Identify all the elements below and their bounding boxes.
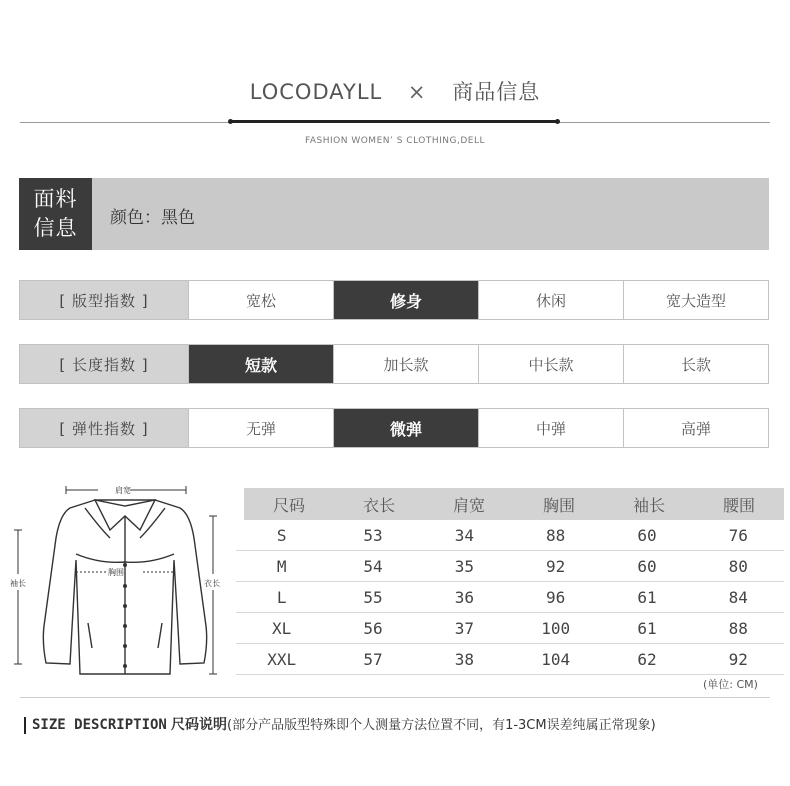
button-1 <box>123 563 127 567</box>
button-5 <box>123 644 127 648</box>
table-cell: 61 <box>637 618 657 638</box>
length-option-mid: 中长款 <box>478 345 623 383</box>
header-size: 尺码 <box>272 495 305 515</box>
table-cell: 37 <box>454 618 474 638</box>
table-cell: 54 <box>363 556 383 576</box>
table-row <box>236 613 784 644</box>
header-sleeve: 袖长 <box>632 495 665 515</box>
table-row <box>236 582 784 613</box>
table-cell: 62 <box>637 649 657 669</box>
page-title <box>0 76 790 106</box>
fit-option-slim: 修身 <box>333 281 478 319</box>
pocket-right <box>158 623 162 648</box>
size-description-subtitle: 尺码说明 <box>171 717 227 733</box>
header-length: 衣长 <box>362 495 395 515</box>
fabric-label-line1: 面料 <box>33 187 78 211</box>
size-description-title: SIZE DESCRIPTION <box>32 717 167 733</box>
stretch-option-slight: 微弹 <box>333 409 478 447</box>
length-option-short: 短款 <box>188 345 333 383</box>
footer-divider <box>20 697 770 698</box>
stretch-option-none: 无弹 <box>188 409 333 447</box>
table-cell: 88 <box>546 525 566 545</box>
table-cell: 61 <box>637 587 657 607</box>
table-cell: XL <box>272 618 292 638</box>
pocket-left <box>88 623 92 648</box>
table-cell: 88 <box>728 618 748 638</box>
table-cell: 96 <box>546 587 566 607</box>
fit-index-label: [ 版型指数 ] <box>20 281 188 319</box>
table-cell: 84 <box>728 587 748 607</box>
table-row <box>236 520 784 551</box>
tagline: FASHION WOMEN’ S CLOTHING,DELL <box>305 136 485 146</box>
brand-name: LOCODAYLL <box>249 80 383 104</box>
size-table-header <box>244 488 784 520</box>
stretch-index-label: [ 弹性指数 ] <box>20 409 188 447</box>
header-waist: 腰围 <box>722 495 755 515</box>
size-description <box>24 714 656 734</box>
fabric-color-text: 颜色：黑色 <box>110 208 195 228</box>
unit-note: (单位: CM) <box>703 678 758 691</box>
fit-option-oversized: 宽大造型 <box>623 281 768 319</box>
length-option-extra-long: 加长款 <box>333 345 478 383</box>
table-cell: 57 <box>363 649 383 669</box>
table-cell: 35 <box>454 556 474 576</box>
chest-label: 胸围 <box>108 568 124 577</box>
length-index-row <box>19 344 769 384</box>
table-cell: M <box>276 556 287 576</box>
button-2 <box>123 584 127 588</box>
button-6 <box>123 664 127 668</box>
jacket-measurement-diagram <box>10 478 235 688</box>
button-4 <box>123 624 127 628</box>
table-cell: L <box>276 587 287 607</box>
table-cell: 60 <box>637 556 657 576</box>
length-option-long: 长款 <box>623 345 768 383</box>
table-row <box>236 644 784 675</box>
divider-dot-left <box>228 119 233 124</box>
table-cell: XXL <box>267 649 297 669</box>
fabric-info-label <box>19 178 92 250</box>
table-cell: 34 <box>454 525 474 545</box>
table-cell: 80 <box>728 556 748 576</box>
table-cell: 76 <box>728 525 748 545</box>
table-cell: 55 <box>363 587 383 607</box>
header-chest: 胸围 <box>542 495 575 515</box>
fit-option-casual: 休闲 <box>478 281 623 319</box>
size-table <box>236 488 784 675</box>
length-label: 衣长 <box>204 579 220 588</box>
fit-index-row <box>19 280 769 320</box>
sleeve-label: 袖长 <box>10 579 26 588</box>
button-3 <box>123 604 127 608</box>
table-cell: 104 <box>541 649 571 669</box>
table-cell: 56 <box>363 618 383 638</box>
table-cell: 53 <box>363 525 383 545</box>
divider-dot-right <box>555 119 560 124</box>
table-cell: 92 <box>728 649 748 669</box>
table-cell: 36 <box>454 587 474 607</box>
header-shoulder: 肩宽 <box>452 495 485 515</box>
length-index-label: [ 长度指数 ] <box>20 345 188 383</box>
table-cell: S <box>276 525 287 545</box>
size-description-marker <box>24 717 26 734</box>
table-cell: 100 <box>541 618 571 638</box>
table-row <box>236 551 784 582</box>
stretch-index-row <box>19 408 769 448</box>
shoulder-label: 肩宽 <box>115 486 131 495</box>
table-cell: 60 <box>637 525 657 545</box>
stretch-option-high: 高弹 <box>623 409 768 447</box>
section-title: 商品信息 <box>452 80 541 104</box>
size-description-note: (部分产品版型特殊即个人测量方法位置不同，有1-3CM误差纯属正常现象) <box>227 718 656 733</box>
stretch-option-medium: 中弹 <box>478 409 623 447</box>
title-separator: × <box>407 80 427 104</box>
header-divider-accent <box>230 120 558 123</box>
table-cell: 92 <box>546 556 566 576</box>
table-cell: 38 <box>454 649 474 669</box>
fit-option-loose: 宽松 <box>188 281 333 319</box>
fabric-label-line2: 信息 <box>33 216 78 240</box>
